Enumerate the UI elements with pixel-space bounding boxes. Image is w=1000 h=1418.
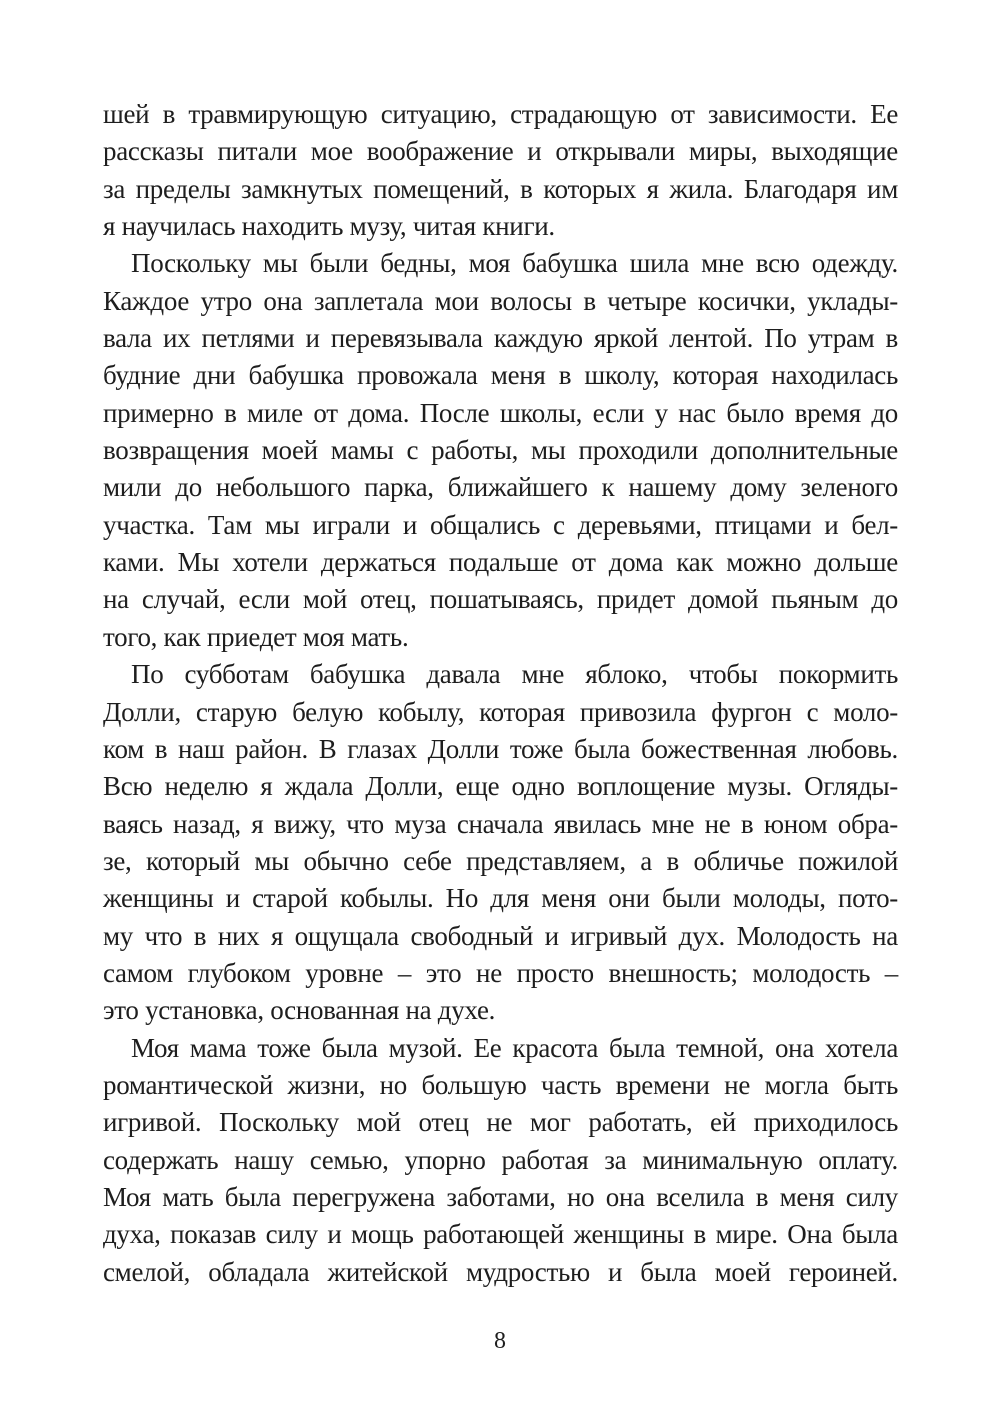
- text-line: самом глубоком уровне – это не просто внешность; молодость –: [103, 957, 898, 988]
- text-line: рассказы питали мое воображение и открывали миры, выходящие: [103, 136, 898, 167]
- text-line: По субботам бабушка давала мне яблоко, чтобы покормить: [131, 659, 898, 690]
- text-line: шей в травмирующую ситуацию, страдающую от зависимости. Ее: [103, 99, 898, 129]
- page-number: 8: [494, 1328, 506, 1354]
- text-line: будние дни бабушка провожала меня в школу, которая находилась: [103, 360, 898, 391]
- text-line: примерно в миле от дома. После школы, если у нас было время до: [103, 397, 898, 428]
- page-text: [103, 96, 898, 1291]
- text-line: зе, который мы обычно себе представляем, а в обличье пожилой: [103, 845, 898, 876]
- text-line: за пределы замкнутых помещений, в которых я жила. Благодаря им: [103, 173, 898, 204]
- text-line: романтической жизни, но большую часть времени не могла быть: [103, 1069, 898, 1100]
- text-line: Долли, старую белую кобылу, которая привозила фургон с моло-: [103, 696, 898, 727]
- text-line: Поскольку мы были бедны, моя бабушка шила мне всю одежду.: [131, 248, 898, 279]
- text-line: смелой, обладала житейской мудростью и была моей героиней.: [103, 1256, 898, 1287]
- text-line: участка. Там мы играли и общались с деревьями, птицами и бел-: [103, 509, 898, 540]
- text-line: возвращения моей мамы с работы, мы проходили дополнительные: [103, 435, 898, 466]
- text-line: ком в наш район. В глазах Долли тоже была божественная любовь.: [103, 733, 898, 764]
- text-line: ками. Мы хотели держаться подальше от дома как можно дольше: [103, 547, 898, 578]
- text-line: того, как приедет моя мать.: [103, 621, 409, 652]
- text-line: игривой. Поскольку мой отец не мог работать, ей приходилось: [103, 1107, 898, 1138]
- text-line: я научилась находить музу, читая книги.: [103, 211, 555, 242]
- text-line: это установка, основанная на духе.: [103, 995, 496, 1026]
- text-line: Каждое утро она заплетала мои волосы в четыре косички, уклады-: [103, 285, 898, 316]
- text-line: Моя мама тоже была музой. Ее красота была темной, она хотела: [131, 1032, 898, 1063]
- text-line: му что в них я ощущала свободный и игривый дух. Молодость на: [103, 920, 898, 951]
- text-line: Моя мать была перегружена заботами, но она вселила в меня силу: [103, 1181, 898, 1212]
- text-line: духа, показав силу и мощь работающей женщины в мире. Она была: [103, 1219, 898, 1250]
- text-line: вала их петлями и перевязывала каждую яркой лентой. По утрам в: [103, 323, 898, 354]
- text-line: на случай, если мой отец, пошатываясь, придет домой пьяным до: [103, 584, 898, 615]
- text-line: Всю неделю я ждала Долли, еще одно воплощение музы. Огляды-: [103, 771, 898, 802]
- text-line: содержать нашу семью, упорно работая за минимальную оплату.: [103, 1144, 898, 1175]
- text-line: женщины и старой кобылы. Но для меня они были молоды, пото-: [103, 883, 898, 914]
- text-line: ваясь назад, я вижу, что муза сначала явилась мне не в юном обра-: [103, 808, 898, 839]
- text-line: мили до небольшого парка, ближайшего к нашему дому зеленого: [103, 472, 898, 503]
